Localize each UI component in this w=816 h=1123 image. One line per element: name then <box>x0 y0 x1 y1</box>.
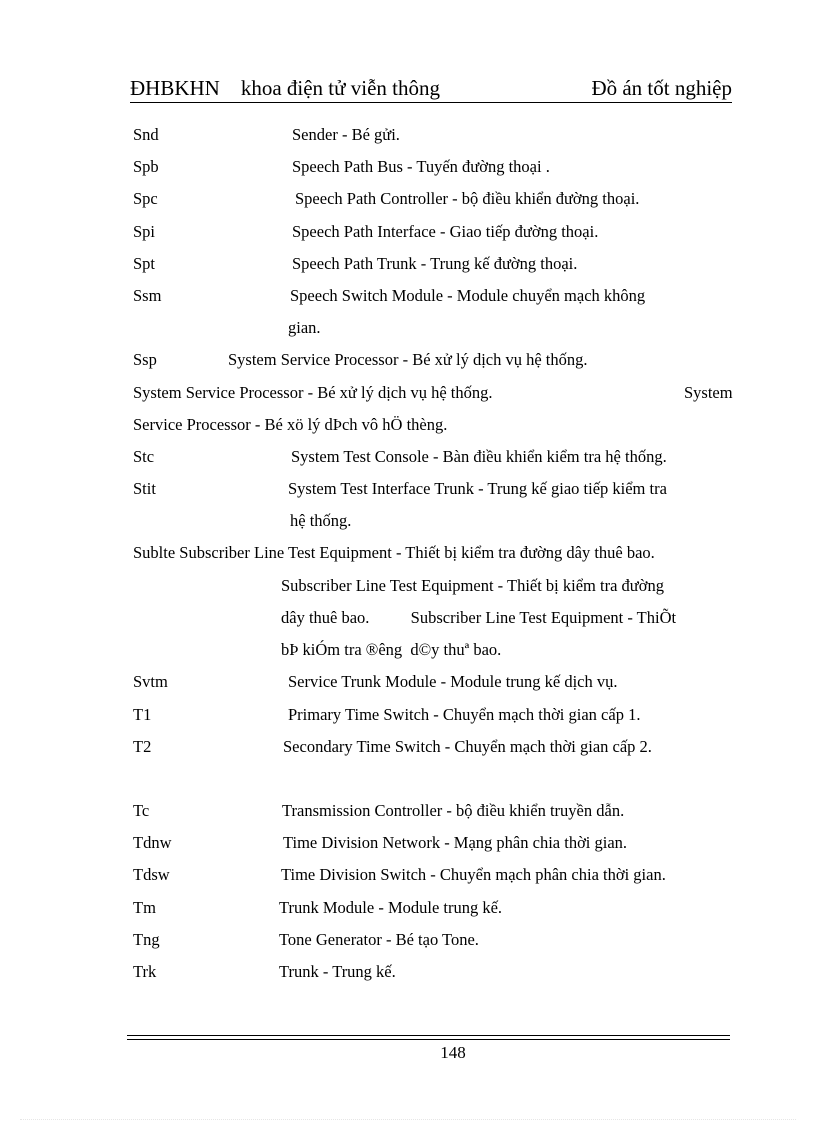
def-tdsw: Time Division Switch - Chuyển mạch phân chia thời gian. <box>281 865 666 884</box>
abbr-tdsw: Tdsw <box>133 865 170 884</box>
abbr-stc: Stc <box>133 447 155 466</box>
def-spt: Speech Path Trunk - Trung kế đường thoại. <box>292 254 578 273</box>
page-header <box>130 76 732 104</box>
page-number: 148 <box>440 1043 466 1062</box>
abbr-ssm: Ssm <box>133 286 162 305</box>
abbr-spt: Spt <box>133 254 156 273</box>
def-tdnw: Time Division Network - Mạng phân chia thời gian. <box>283 833 628 852</box>
repeat-line-1: System Service Processor - Bé xử lý dịch vụ hệ thống. <box>133 383 493 402</box>
def-svtm: Service Trunk Module - Module trung kế dịch vụ. <box>288 672 618 691</box>
header-left-title: ĐHBKHN khoa điện tử viễn thông <box>130 76 441 100</box>
def-trk: Trunk - Trung kế. <box>279 962 396 981</box>
repeat-line-1-tail: System <box>684 383 733 402</box>
def-t2: Secondary Time Switch - Chuyển mạch thời gian cấp 2. <box>283 737 652 756</box>
def-tm: Trunk Module - Module trung kế. <box>279 898 503 917</box>
footer-rule-top <box>127 1035 730 1036</box>
page-number-row <box>0 1043 816 1063</box>
def-ssp: System Service Processor - Bé xử lý dịch vụ hệ thống. <box>228 350 588 369</box>
def-sublte: Sublte Subscriber Line Test Equipment - Thiết bị kiểm tra đường dây thuê bao. <box>133 543 655 562</box>
abbr-stit: Stit <box>133 479 156 498</box>
def-ssm-cont: gian. <box>288 318 321 337</box>
footer-rule-bottom <box>127 1039 730 1040</box>
page-bottom-edge <box>20 1119 796 1120</box>
header-underline <box>130 102 732 103</box>
def-stit-cont: hệ thống. <box>290 511 352 530</box>
def-stc: System Test Console - Bàn điều khiển kiểm tra hệ thống. <box>291 447 667 466</box>
abbr-tc: Tc <box>133 801 150 820</box>
def-stit: System Test Interface Trunk - Trung kế giao tiếp kiểm tra <box>288 479 667 498</box>
def-sublte-cont-3: bÞ kiÓm tra ®êng d©y thuª bao. <box>281 640 502 659</box>
def-spc: Speech Path Controller - bộ điều khiển đường thoại. <box>295 189 640 208</box>
abbr-t2: T2 <box>133 737 152 756</box>
abbr-spb: Spb <box>133 157 159 176</box>
abbr-spc: Spc <box>133 189 158 208</box>
def-ssm: Speech Switch Module - Module chuyển mạch không <box>290 286 646 305</box>
abbr-tng: Tng <box>133 930 160 949</box>
abbr-spi: Spi <box>133 222 156 241</box>
def-spi: Speech Path Interface - Giao tiếp đường thoại. <box>292 222 599 241</box>
abbr-tdnw: Tdnw <box>133 833 172 852</box>
def-t1: Primary Time Switch - Chuyển mạch thời gian cấp 1. <box>288 705 641 724</box>
abbr-t1: T1 <box>133 705 152 724</box>
def-snd: Sender - Bé gửi. <box>292 125 400 144</box>
def-tc: Transmission Controller - bộ điều khiển truyền dẫn. <box>282 801 625 820</box>
header-right-title: Đồ án tốt nghiệp <box>591 76 732 100</box>
abbr-ssp: Ssp <box>133 350 157 369</box>
abbr-snd: Snd <box>133 125 159 144</box>
abbr-svtm: Svtm <box>133 672 168 691</box>
def-tng: Tone Generator - Bé tạo Tone. <box>279 930 479 949</box>
def-spb: Speech Path Bus - Tuyến đường thoại . <box>292 157 550 176</box>
def-sublte-cont-2: dây thuê bao. Subscriber Line Test Equipment - ThiÕt <box>281 608 677 627</box>
repeat-line-2: Service Processor - Bé xö lý dÞch vô hÖ thèng. <box>133 415 448 434</box>
abbr-trk: Trk <box>133 962 157 981</box>
def-sublte-cont-1: Subscriber Line Test Equipment - Thiết bị kiểm tra đường <box>281 576 664 595</box>
abbr-tm: Tm <box>133 898 156 917</box>
